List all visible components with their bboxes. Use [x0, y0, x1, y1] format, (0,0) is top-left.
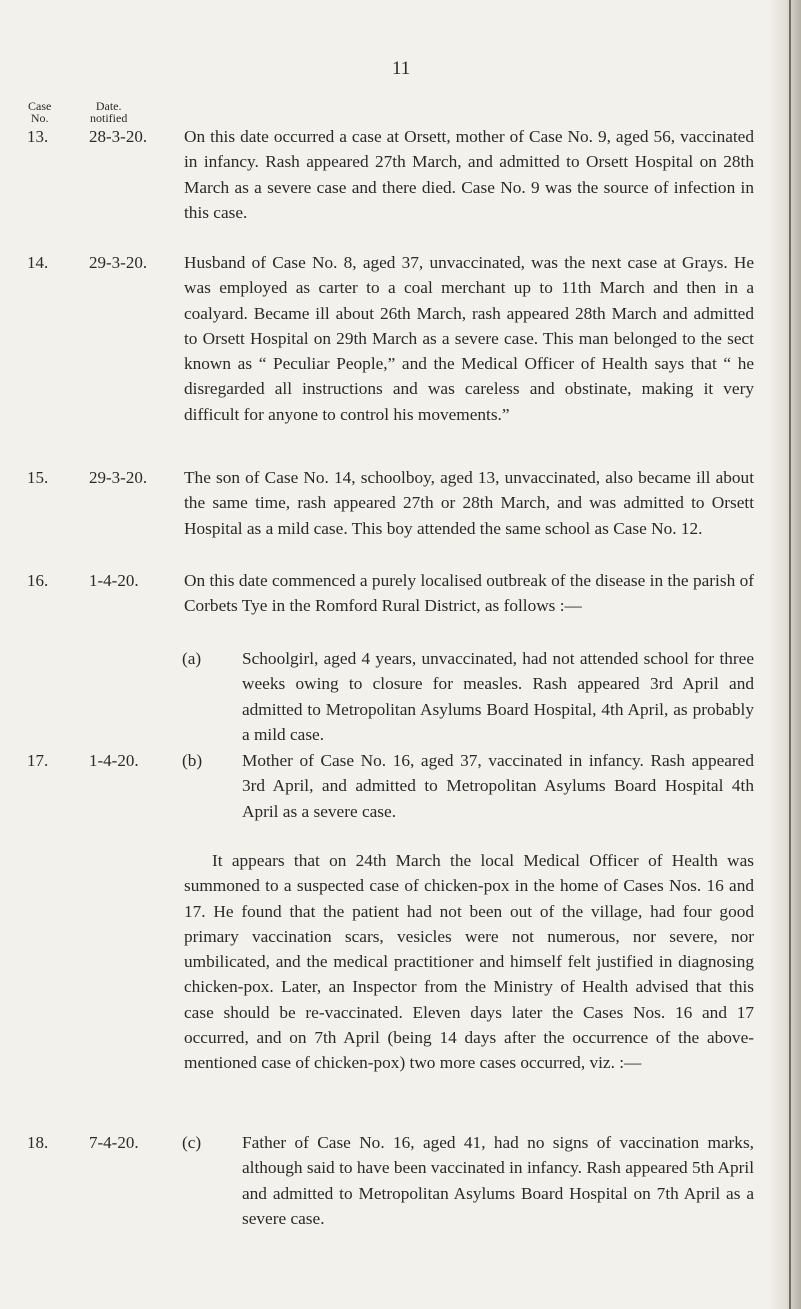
- page-number: 11: [392, 58, 411, 79]
- sub-case-text: Schoolgirl, aged 4 years, unvaccinated, had not attended school for three weeks owing to closure for measles. Rash appeared 3rd April and admitted to Metropolitan Asylums Board Hospital, 4th April, as probably a mild case.: [242, 649, 754, 744]
- case-number: 18.: [27, 1133, 49, 1152]
- case-number: 17.: [27, 751, 49, 770]
- sub-case-b: [184, 748, 754, 824]
- column-header-case-line2: No.: [30, 111, 49, 125]
- sub-case-c: [184, 1130, 754, 1231]
- case-description: On this date occurred a case at Orsett, mother of Case No. 9, aged 56, vaccinated in infancy. Rash appeared 27th March, and admitted to Orsett Hospital on 28th March as a severe case and there died. Case No. 9 was the source of infection in this case.: [184, 127, 754, 222]
- case-date: 28-3-20.: [89, 127, 148, 146]
- column-header-date-line2: notified: [90, 111, 128, 125]
- case-description: On this date commenced a purely localised outbreak of the disease in the parish of Corbets Tye in the Romford Rural District, as follows :—: [184, 571, 754, 616]
- case-date: 1-4-20.: [89, 751, 139, 770]
- column-header-date-notified: [90, 100, 127, 124]
- column-header-case-no: [28, 100, 51, 124]
- case-description: The son of Case No. 14, schoolboy, aged 13, unvaccinated, also became ill about the same time, rash appeared 27th or 28th March, and was admitted to Orsett Hospital as a mild case. This boy attended the same school as Case No. 12.: [184, 468, 754, 538]
- case-date: 29-3-20.: [89, 468, 148, 487]
- case-number: 16.: [27, 571, 49, 590]
- sub-case-label: (b): [182, 751, 203, 770]
- case-date: 7-4-20.: [89, 1133, 139, 1152]
- column-header-case-line1: Case: [28, 99, 52, 113]
- narrative-paragraph: It appears that on 24th March the local Medical Officer of Health was summoned to a suspected case of chicken-pox in the home of Cases Nos. 16 and 17. He found that the patient had not been out of the village, had four good primary vaccination scars, vesicles were not numerous, nor severe, nor umbilicated, and the medical practitioner and himself felt justified in diagnosing chicken-pox. Later, an Inspector from the Ministry of Health advised that this case should be re-vaccinated. Eleven days later the Cases Nos. 16 and 17 occurred, and on 7th April (being 14 days after the occurrence of the above-mentioned case of chicken-pox) two more cases occurred, viz. :—: [184, 851, 754, 1073]
- page-edge-line: [789, 0, 791, 1309]
- column-header-date-line1: Date.: [95, 99, 122, 113]
- sub-case-text: Mother of Case No. 16, aged 37, vaccinated in infancy. Rash appeared 3rd April, and admitted to Metropolitan Asylums Board Hospital 4th April as a severe case.: [242, 751, 754, 821]
- sub-case-text: Father of Case No. 16, aged 41, had no signs of vaccination marks, although said to have been vaccinated in infancy. Rash appeared 5th April and admitted to Metropolitan Asylums Board Hospital on 7th April as a severe case.: [242, 1133, 754, 1228]
- sub-case-label: (a): [182, 649, 202, 668]
- sub-case-label: (c): [182, 1133, 202, 1152]
- case-number: 13.: [27, 127, 49, 146]
- case-date: 1-4-20.: [89, 571, 139, 590]
- case-number: 15.: [27, 468, 49, 487]
- page-edge-shadow: [767, 0, 801, 1309]
- case-description: Husband of Case No. 8, aged 37, unvaccinated, was the next case at Grays. He was employed as carter to a coal merchant up to 11th March and then in a coalyard. Became ill about 26th March, rash appeared 28th March and admitted to Orsett Hospital on 29th March as a severe case. This man belonged to the sect known as “ Peculiar People,” and the Medical Officer of Health says that “ he disregarded all instructions and was careless and obstinate, making it very difficult for anyone to control his movements.”: [184, 253, 754, 424]
- case-date: 29-3-20.: [89, 253, 148, 272]
- sub-case-a: [184, 646, 754, 747]
- case-number: 14.: [27, 253, 49, 272]
